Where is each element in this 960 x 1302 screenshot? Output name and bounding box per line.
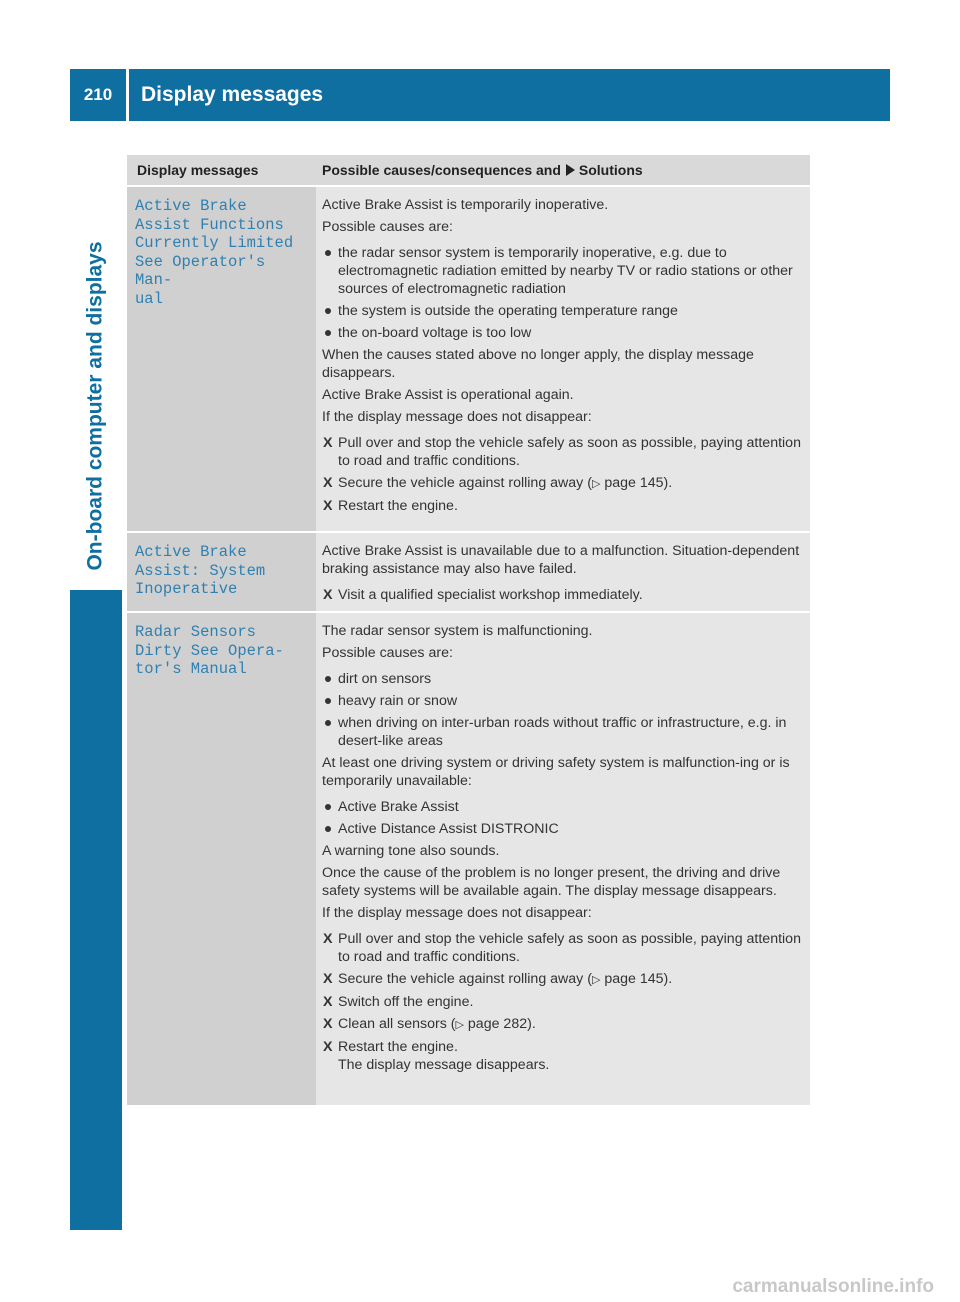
action-arrow-icon: X (323, 994, 333, 1010)
action-step (322, 586, 802, 604)
action-step (322, 497, 802, 515)
page-reference-link[interactable]: page 282). (467, 1016, 536, 1032)
paragraph: Active Brake Assist is unavailable due to a malfunction. Situation-dependent braking assistance may also have failed. (322, 543, 800, 577)
bullet-item: heavy rain or snow (322, 692, 802, 710)
bullet-item: dirt on sensors (322, 670, 802, 688)
action-arrow-icon: X (323, 587, 333, 603)
page-number: 210 (83, 85, 113, 104)
bullet-item: Active Distance Assist DISTRONIC (322, 820, 802, 838)
side-tab-label-container (70, 221, 122, 591)
display-message-text: Radar Sensors Dirty See Opera‐ tor's Manual (127, 613, 316, 1105)
page-title: Display messages (141, 83, 324, 106)
table-row (127, 613, 810, 1107)
paragraph: If the display message does not disappear: (322, 409, 592, 425)
action-step (322, 474, 802, 493)
paragraph: If the display message does not disappear: (322, 905, 592, 921)
action-step (322, 993, 802, 1011)
page-reference-link[interactable]: page 145). (604, 971, 673, 987)
bullet-item: Active Brake Assist (322, 798, 802, 816)
display-message-text: Active Brake Assist: System Inoperative (127, 533, 316, 611)
action-step (322, 434, 802, 470)
action-text: Restart the engine. (338, 498, 458, 514)
action-arrow-icon: X (323, 1039, 333, 1055)
side-tab-label: On-board computer and displays (84, 241, 107, 571)
action-arrow-icon: X (323, 435, 333, 451)
page-reference-icon: ▷ (591, 478, 601, 490)
action-text: Secure the vehicle against rolling away ( (338, 971, 592, 987)
paragraph: Active Brake Assist is temporarily inoperative. (322, 197, 609, 213)
paragraph: Possible causes are: (322, 645, 453, 661)
causes-solutions-cell (316, 187, 810, 531)
page-reference-icon: ▷ (455, 1019, 464, 1031)
table-row (127, 533, 810, 613)
causes-solutions-cell (316, 613, 810, 1105)
action-arrow-icon: X (323, 1016, 333, 1032)
action-text: Visit a qualified specialist workshop immediately. (338, 587, 643, 603)
page-header (70, 69, 890, 121)
display-message-text: Active Brake Assist Functions Currently Limited See Operator's Man‐ ual (127, 187, 316, 531)
paragraph: Active Brake Assist is operational again. (322, 387, 574, 403)
bullet-item: the on-board voltage is too low (322, 324, 802, 342)
solution-arrow-icon (566, 164, 575, 176)
side-tab-marker (70, 590, 122, 1230)
col-header-messages: Display messages (137, 162, 259, 178)
bullet-item: the system is outside the operating temperature range (322, 302, 802, 320)
action-arrow-icon: X (323, 931, 333, 947)
paragraph: Once the cause of the problem is no longer present, the driving and drive safety systems will be available again. The display message disappears. (322, 865, 781, 899)
paragraph: At least one driving system or driving safety system is malfunction‐ing or is temporarily unavailable: (322, 755, 790, 789)
bullet-item: the radar sensor system is temporarily inoperative, e.g. due to electromagnetic radiation emitted by nearby TV or radio stations or other sources of electromagnetic radiation (322, 244, 802, 298)
page-reference-link[interactable]: page 145). (604, 475, 673, 491)
action-arrow-icon: X (323, 475, 333, 491)
action-text: Switch off the engine. (338, 994, 474, 1010)
col-header-solutions-text: Solutions (578, 162, 643, 178)
action-text: Clean all sensors ( (338, 1016, 456, 1032)
paragraph: When the causes stated above no longer apply, the display message disappears. (322, 347, 754, 381)
action-text: Restart the engine. (338, 1039, 458, 1055)
table-row (127, 187, 810, 533)
action-arrow-icon: X (323, 498, 333, 514)
paragraph: The radar sensor system is malfunctioning. (322, 623, 593, 639)
bullet-item: when driving on inter-urban roads without traffic or infrastructure, e.g. in desert-like areas (322, 714, 802, 750)
action-text: Pull over and stop the vehicle safely as soon as possible, paying attention to road and traffic conditions. (338, 931, 801, 965)
action-arrow-icon: X (323, 971, 333, 987)
action-step (322, 1015, 802, 1034)
display-messages-table (127, 155, 810, 1107)
paragraph: A warning tone also sounds. (322, 843, 500, 859)
paragraph: Possible causes are: (322, 219, 453, 235)
table-header (127, 155, 810, 187)
action-result-text: The display message disappears. (338, 1057, 550, 1073)
action-step (322, 930, 802, 966)
col-header-causes (316, 162, 810, 178)
causes-solutions-cell (316, 533, 810, 611)
action-text: Pull over and stop the vehicle safely as soon as possible, paying attention to road and traffic conditions. (338, 435, 801, 469)
watermark: carmanualsonline.info (732, 1276, 934, 1297)
col-header-causes-text: Possible causes/consequences and (322, 162, 561, 178)
action-step (322, 970, 802, 989)
page-reference-icon: ▷ (591, 974, 601, 986)
action-text: Secure the vehicle against rolling away ( (338, 475, 592, 491)
action-step (322, 1038, 802, 1074)
